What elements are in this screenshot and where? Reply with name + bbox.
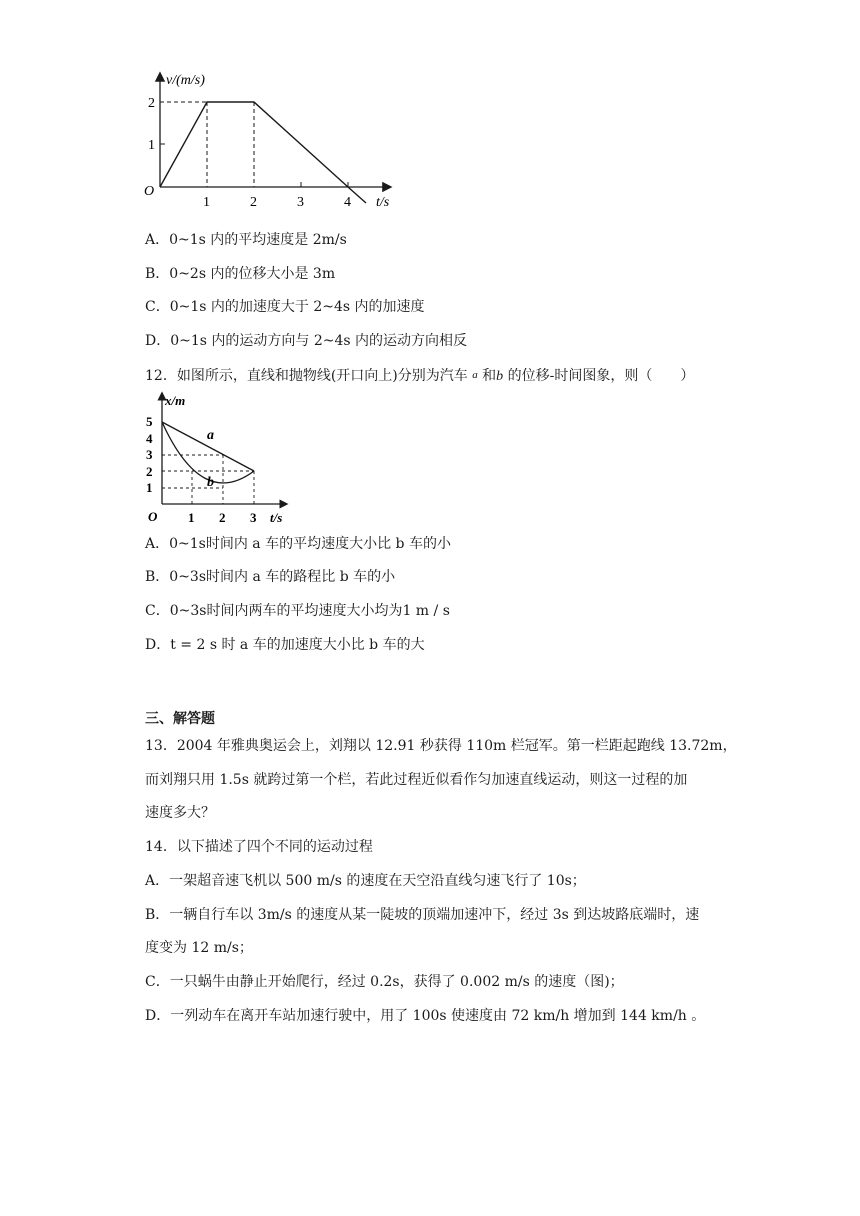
q14-line-a: A．一架超音速飞机以 500 m/s 的速度在天空沿直线匀速飞行了 10s； xyxy=(145,873,586,889)
graph1-xtick-2: 2 xyxy=(250,195,257,210)
graph2-label-a: a xyxy=(207,428,214,443)
q12-option-a: A．0~1s时间内 a 车的平均速度大小比 b 车的小 xyxy=(145,536,451,552)
section-heading: 三、解答题 xyxy=(145,711,215,727)
graph1-xtick-1: 1 xyxy=(203,195,210,210)
graph2-xtick-3: 3 xyxy=(250,510,257,525)
graph2-ytick-4: 4 xyxy=(146,431,153,446)
graph1-xtick-3: 3 xyxy=(297,195,304,210)
graph2-y-label: x/m xyxy=(165,393,186,408)
q13-line-2: 而刘翔只用 1.5s 就跨过第一个栏，若此过程近似看作匀加速直线运动，则这一过程的加 xyxy=(145,772,688,788)
q14-line-d: D．一列动车在离开车站加速行驶中，用了 100s 使速度由 72 km/h 增加到 144 km/h 。 xyxy=(145,1008,706,1024)
q14-line-b1: B．一辆自行车以 3m/s 的速度从某一陡坡的顶端加速冲下，经过 3s 到达坡路底端时，速 xyxy=(145,907,700,923)
q14-stem: 14．以下描述了四个不同的运动过程 xyxy=(145,839,373,855)
displacement-time-graph xyxy=(140,390,300,530)
graph2-xtick-1: 1 xyxy=(188,510,195,525)
graph2-xtick-2: 2 xyxy=(219,510,226,525)
graph1-origin: O xyxy=(144,184,155,199)
graph1-xtick-4: 4 xyxy=(344,195,351,210)
graph2-x-label: t/s xyxy=(270,510,283,525)
q11-option-a: A．0~1s 内的平均速度是 2m/s xyxy=(145,232,347,248)
graph2-ytick-5: 5 xyxy=(146,414,153,429)
q12-option-b: B．0~3s时间内 a 车的路程比 b 车的小 xyxy=(145,569,396,585)
q12-option-d: D．t = 2 s 时 a 车的加速度大小比 b 车的大 xyxy=(145,637,425,653)
q14-line-c: C．一只蜗牛由静止开始爬行，经过 0.2s，获得了 0.002 m/s 的速度（图)； xyxy=(145,974,624,990)
q14-line-b2: 度变为 12 m/s； xyxy=(145,940,253,956)
graph1-ytick-2: 2 xyxy=(148,96,155,111)
graph1-y-label: v/(m/s) xyxy=(166,73,205,88)
velocity-time-graph xyxy=(140,68,410,218)
q11-option-c: C．0~1s 内的加速度大于 2~4s 内的加速度 xyxy=(145,299,425,315)
q11-option-b: B．0~2s 内的位移大小是 3m xyxy=(145,266,336,282)
graph2-ytick-2: 2 xyxy=(146,464,153,479)
graph2-label-b: b xyxy=(207,475,214,490)
graph2-ytick-3: 3 xyxy=(146,447,153,462)
graph1-ytick-1: 1 xyxy=(148,138,155,153)
graph1-x-label: t/s xyxy=(376,195,390,210)
q13-line-1: 13．2004 年雅典奥运会上，刘翔以 12.91 秒获得 110m 栏冠军。第一栏距起跑线 13.72m， xyxy=(145,738,737,754)
q12-stem: 12．如图所示，直线和抛物线(开口向上)分别为汽车 a 和b 的位移-时间图象，则（ ） xyxy=(145,368,695,384)
q11-option-d: D．0~1s 内的运动方向与 2~4s 内的运动方向相反 xyxy=(145,333,468,349)
q12-option-c: C．0~3s时间内两车的平均速度大小均为1 m / s xyxy=(145,603,450,619)
graph2-ytick-1: 1 xyxy=(146,480,153,495)
q13-line-3: 速度多大？ xyxy=(145,805,215,821)
velocity-line xyxy=(160,102,366,203)
graph2-origin: O xyxy=(148,509,158,524)
